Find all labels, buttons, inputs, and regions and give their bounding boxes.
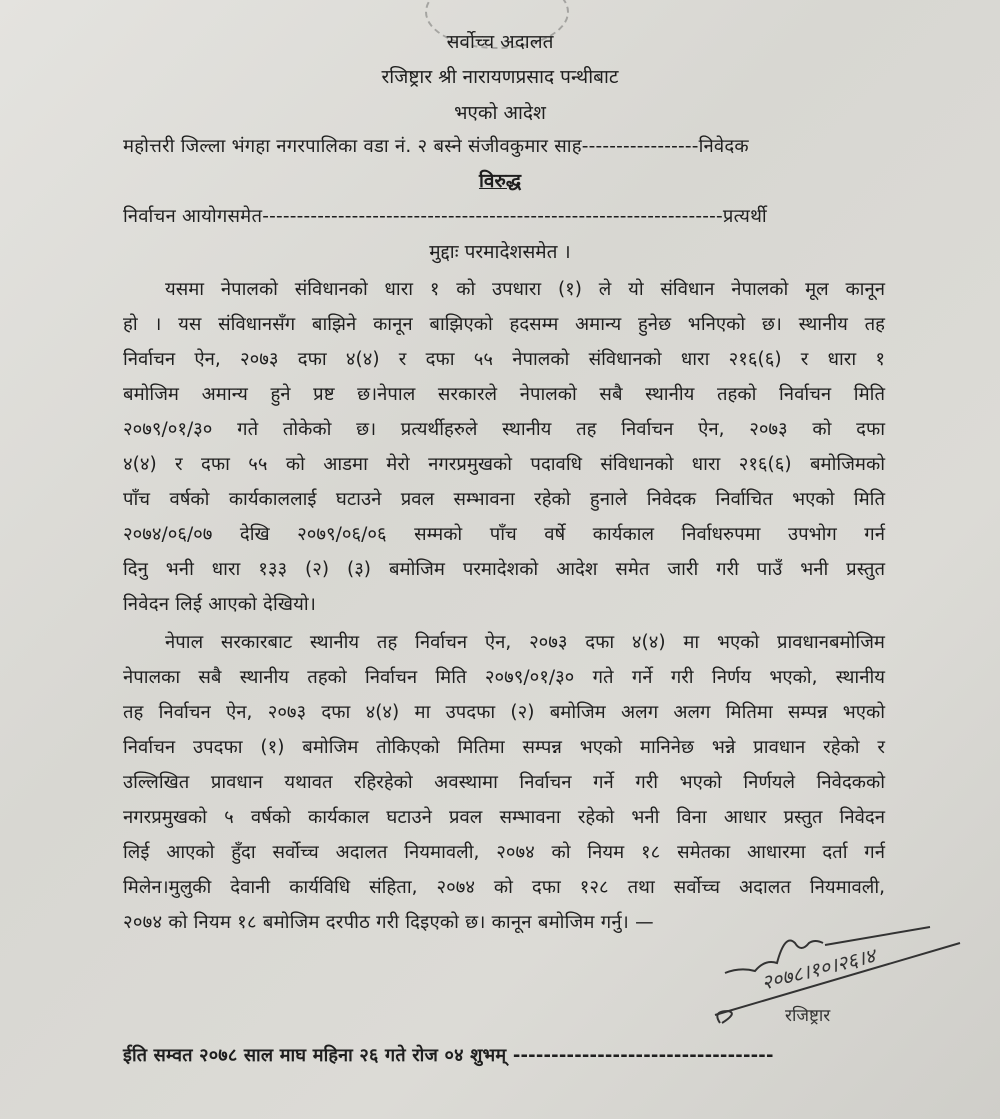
para1-line: २०७४/०६/०७ देखि २०७९/०६/०६ सम्मको पाँच वर्षे कार्यकाल निर्वाधरुपमा उपभोग गर्न: [123, 524, 885, 545]
para2-line: उल्लिखित प्रावधान यथावत रहिरहेको अवस्थामा निर्वाचन गर्ने गरी भएको निर्णयले निवेदकको: [123, 772, 885, 793]
para2-line: नगरप्रमुखको ५ वर्षको कार्यकाल घटाउने प्रवल सम्भावना रहेको भनी विना आधार प्रस्तुत निवेदन: [123, 807, 885, 828]
para2-line: निर्वाचन उपदफा (१) बमोजिम तोकिएको मितिमा सम्पन्न भएको मानिनेछ भन्ने प्रावधान रहेको र: [123, 737, 885, 758]
issuer-line: रजिष्ट्रार श्री नारायणप्रसाद पन्थीबाट: [381, 66, 619, 88]
para1-line: पाँच वर्षको कार्यकाललाई घटाउने प्रवल सम्भावना रहेको हुनाले निवेदक निर्वाचित भएको मिति: [123, 489, 885, 510]
court-name: सर्वोच्च अदालत: [446, 31, 554, 53]
registrar-title: रजिष्ट्रार: [785, 1006, 831, 1026]
para1-line: निवेदन लिई आएको देखियो।: [123, 594, 317, 615]
para2-line: नेपालका सबै स्थानीय तहको निर्वाचन मिति २०७९/०१/३० गते गर्ने गरी निर्णय भएको, स्थानीय: [123, 667, 885, 688]
case-subject: मुद्दाः परमादेशसमेत ।: [429, 241, 571, 263]
para1-line: निर्वाचन ऐन, २०७३ दफा ४(४) र दफा ५५ नेपालको संविधानको धारा २१६(६) र धारा १: [123, 349, 885, 370]
issue-date-line: ईति सम्वत २०७८ साल माघ महिना २६ गते रोज ०४ शुभम् ----------------------------------: [123, 1045, 774, 1066]
para2-line: २०७४ को नियम १८ बमोजिम दरपीठ गरी दिइएको छ। कानून बमोजिम गर्नु। —: [123, 912, 654, 933]
para1-line: यसमा नेपालको संविधानको धारा १ को उपधारा (१) ले यो संविधान नेपालको मूल कानून: [165, 279, 885, 300]
para1-line: दिनु भनी धारा १३३ (२) (३) बमोजिम परमादेशको आदेश समेत जारी गरी पाउँ भनी प्रस्तुत: [123, 559, 885, 580]
versus-heading: विरुद्ध: [478, 170, 522, 192]
para2-line: लिई आएको हुँदा सर्वोच्च अदालत नियमावली, २०७४ को नियम १८ समेतका आधारमा दर्ता गर्न: [123, 842, 885, 863]
handwritten-date: २०७८।१०।२६।४: [758, 943, 878, 995]
respondent-line: निर्वाचन आयोगसमेत-------------------------------------------------------------------प्रत्यर्थी: [123, 206, 767, 227]
para1-line: २०७९/०१/३० गते तोकेको छ। प्रत्यर्थीहरुले स्थानीय तह निर्वाचन ऐन, २०७३ को दफा: [123, 419, 885, 440]
document-type: भएको आदेश: [454, 102, 546, 124]
para2-line: तह निर्वाचन ऐन, २०७३ दफा ४(४) मा उपदफा (२) बमोजिम अलग अलग मितिमा सम्पन्न भएको: [123, 702, 885, 723]
para2-line: नेपाल सरकारबाट स्थानीय तह निर्वाचन ऐन, २०७३ दफा ४(४) मा भएको प्रावधानबमोजिम: [165, 632, 885, 653]
para2-line: मिलेन।मुलुकी देवानी कार्यविधि संहिता, २०७४ को दफा १२८ तथा सर्वोच्च अदालत नियमावली,: [123, 877, 885, 898]
para1-line: हो । यस संविधानसँग बाझिने कानून बाझिएको हदसम्म अमान्य हुनेछ भनिएको छ। स्थानीय तह: [123, 314, 886, 335]
para1-line: बमोजिम अमान्य हुने प्रष्ट छ।नेपाल सरकारले नेपालको सबै स्थानीय तहको निर्वाचन मिति: [123, 384, 885, 405]
petitioner-line: महोत्तरी जिल्ला भंगहा नगरपालिका वडा नं. २ बस्ने संजीवकुमार साह-----------------निवेदक: [123, 136, 749, 157]
registrar-signature: [705, 925, 965, 1030]
para1-line: ४(४) र दफा ५५ को आडमा मेरो नगरप्रमुखको पदावधि संविधानको धारा २१६(६) बमोजिमको: [123, 454, 885, 475]
